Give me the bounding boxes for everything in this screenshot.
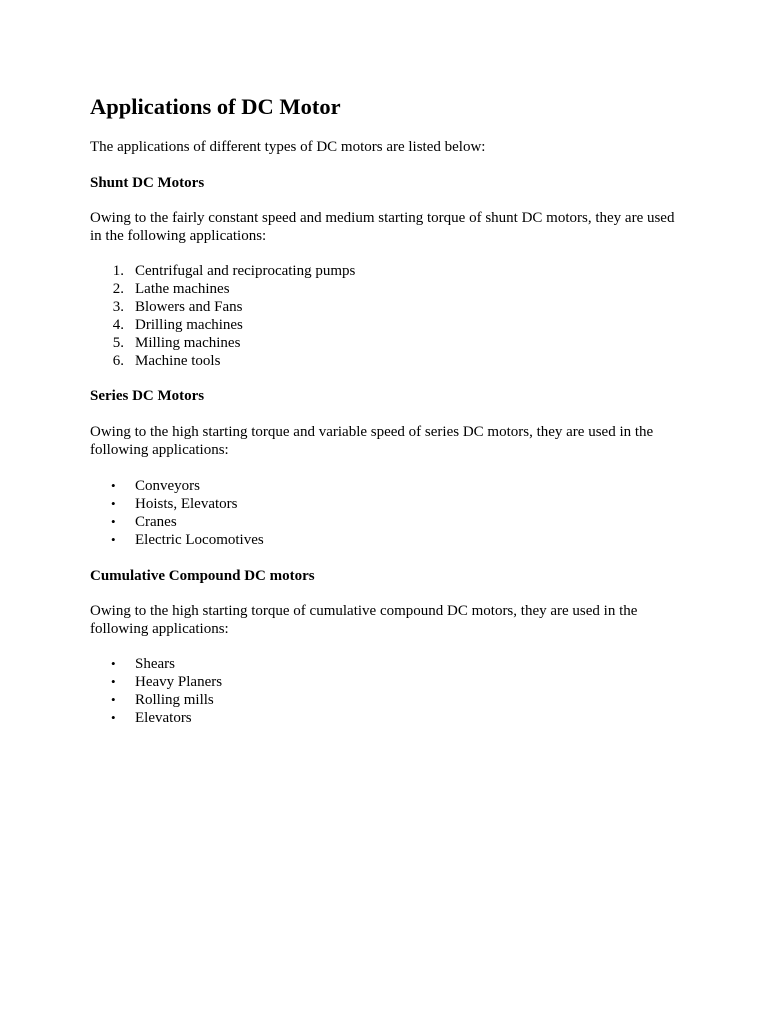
- section-heading-shunt: Shunt DC Motors: [90, 175, 205, 191]
- list-item: [90, 531, 690, 549]
- list-item: [90, 709, 690, 727]
- list-item-text: Elevators: [135, 710, 192, 726]
- bulleted-list-series: [90, 477, 690, 549]
- bullet-icon: •: [111, 710, 116, 725]
- list-item-text: Conveyors: [135, 478, 200, 494]
- bulleted-list-cumulative: [90, 655, 690, 727]
- list-item-text: Shears: [135, 656, 175, 672]
- list-item: [90, 477, 690, 495]
- bullet-icon: •: [111, 532, 116, 547]
- list-item-text: Electric Locomotives: [135, 532, 264, 548]
- section-heading-cumulative: Cumulative Compound DC motors: [90, 568, 315, 584]
- bullet-icon: •: [111, 514, 116, 529]
- bullet-icon: •: [111, 692, 116, 707]
- list-number: 2.: [112, 281, 124, 297]
- section-body-cumulative: [90, 602, 690, 638]
- section-body-series: [90, 423, 690, 459]
- page-title: Applications of DC Motor: [90, 94, 341, 119]
- list-item: [90, 655, 690, 673]
- list-item-text: Cranes: [135, 514, 177, 530]
- list-item-text: Blowers and Fans: [135, 299, 243, 315]
- section-body-shunt-line-2: in the following applications:: [90, 228, 267, 244]
- list-item: [90, 298, 690, 316]
- list-number: 5.: [112, 335, 124, 351]
- ordered-list-shunt: [90, 262, 690, 370]
- list-item: [90, 673, 690, 691]
- list-number: 6.: [112, 353, 124, 369]
- section-body-cumulative-line-2: following applications:: [90, 621, 229, 637]
- list-item: [90, 334, 690, 352]
- section-body-series-line-1: Owing to the high starting torque and variable speed of series DC motors, they are used in the: [90, 424, 654, 440]
- intro-paragraph: The applications of different types of DC motors are listed below:: [90, 139, 486, 155]
- bullet-icon: •: [111, 496, 116, 511]
- bullet-icon: •: [111, 674, 116, 689]
- list-number: 3.: [112, 299, 124, 315]
- list-number: 1.: [112, 263, 124, 279]
- bullet-icon: •: [111, 656, 116, 671]
- list-item-text: Hoists, Elevators: [135, 496, 238, 512]
- list-item-text: Centrifugal and reciprocating pumps: [135, 263, 356, 279]
- list-item-text: Heavy Planers: [135, 674, 223, 690]
- list-item-text: Rolling mills: [135, 692, 214, 708]
- list-item-text: Machine tools: [135, 353, 221, 369]
- list-item: [90, 280, 690, 298]
- section-body-series-line-2: following applications:: [90, 442, 229, 458]
- list-item: [90, 262, 690, 280]
- list-number: 4.: [112, 317, 124, 333]
- list-item-text: Drilling machines: [135, 317, 243, 333]
- list-item: [90, 691, 690, 709]
- section-body-shunt: [90, 209, 690, 245]
- list-item: [90, 316, 690, 334]
- list-item-text: Milling machines: [135, 335, 241, 351]
- bullet-icon: •: [111, 478, 116, 493]
- section-heading-series: Series DC Motors: [90, 388, 205, 404]
- document-page: [90, 92, 690, 727]
- list-item-text: Lathe machines: [135, 281, 230, 297]
- list-item: [90, 513, 690, 531]
- section-body-shunt-line-1: Owing to the fairly constant speed and medium starting torque of shunt DC motors, they are used: [90, 210, 675, 226]
- section-body-cumulative-line-1: Owing to the high starting torque of cumulative compound DC motors, they are used in the: [90, 603, 638, 619]
- list-item: [90, 352, 690, 370]
- list-item: [90, 495, 690, 513]
